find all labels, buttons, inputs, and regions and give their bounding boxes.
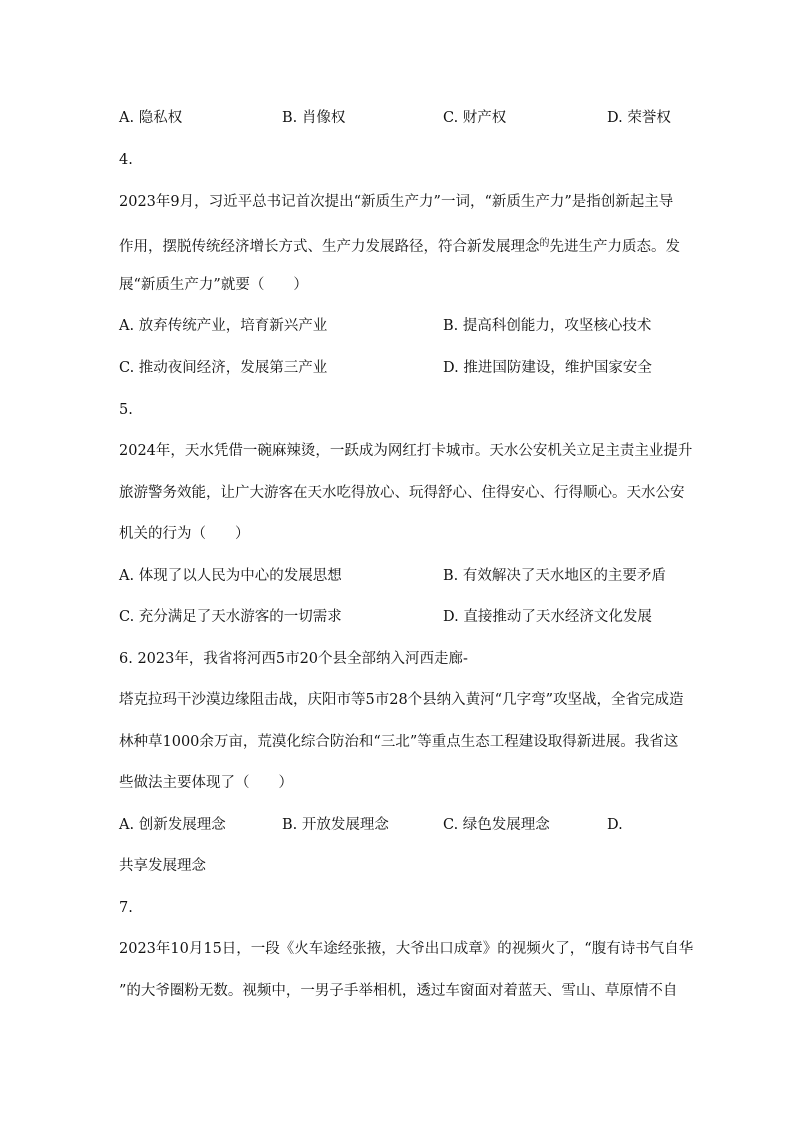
q4-superscript-char: 的 <box>539 238 550 249</box>
q5-option-a: A. 体现了以人民为中心的发展思想 <box>119 568 342 584</box>
q7-number: 7. <box>119 900 133 916</box>
q4-stem-line-1: 2023年9月，习近平总书记首次提出“新质生产力”一词，“新质生产力”是指创新起主导 <box>119 194 674 210</box>
q3-option-c: C. 财产权 <box>443 110 507 126</box>
q6-option-b: B. 开放发展理念 <box>282 817 389 833</box>
q3-option-d: D. 荣誉权 <box>607 110 671 126</box>
q6-option-a: A. 创新发展理念 <box>119 817 226 833</box>
q6-option-c: C. 绿色发展理念 <box>443 817 550 833</box>
q6-stem-line-1: 6. 2023年，我省将河西5市20个县全部纳入河西走廊- <box>119 651 468 667</box>
q4-option-c: C. 推动夜间经济，发展第三产业 <box>119 360 328 376</box>
q5-stem-line-1: 2024年，天水凭借一碗麻辣烫，一跃成为网红打卡城市。天水公安机关立足主责主业提升 <box>119 443 693 459</box>
q6-stem-line-2: 塔克拉玛干沙漠边缘阻击战，庆阳市等5市28个县纳入黄河“几字弯”攻坚战，全省完成造 <box>119 692 684 708</box>
q7-stem-line-1: 2023年10月15日，一段《火车途经张掖，大爷出口成章》的视频火了，“腹有诗书气自华 <box>119 941 694 957</box>
q5-stem-line-3: 机关的行为（ ） <box>119 526 250 542</box>
q5-option-d: D. 直接推动了天水经济文化发展 <box>443 609 652 625</box>
q4-stem-line-3: 展“新质生产力”就要（ ） <box>119 277 308 293</box>
q4-option-a: A. 放弃传统产业，培育新兴产业 <box>119 318 328 334</box>
q5-stem-line-2: 旅游警务效能，让广大游客在天水吃得放心、玩得舒心、住得安心、行得顺心。天水公安 <box>119 485 685 501</box>
q4-option-b: B. 提高科创能力，攻坚核心技术 <box>443 318 652 334</box>
q6-stem-line-3: 林种草1000余万亩，荒漠化综合防治和“三北”等重点生态工程建设取得新进展。我省这 <box>119 734 679 750</box>
q3-option-b: B. 肖像权 <box>282 110 346 126</box>
q3-option-a: A. 隐私权 <box>119 110 183 126</box>
q4-option-d: D. 推进国防建设，维护国家安全 <box>443 360 652 376</box>
q7-stem-line-2: ”的大爷圈粉无数。视频中，一男子手举相机，透过车窗面对着蓝天、雪山、草原情不自 <box>119 983 678 999</box>
q4-stem-line-2b: 先进生产力质态。发 <box>549 239 680 255</box>
q4-number: 4. <box>119 152 133 168</box>
q5-option-b: B. 有效解决了天水地区的主要矛盾 <box>443 568 666 584</box>
q6-option-d-label: D. <box>607 817 623 833</box>
q5-option-c: C. 充分满足了天水游客的一切需求 <box>119 609 342 625</box>
q6-stem-line-4: 些做法主要体现了（ ） <box>119 775 293 791</box>
q6-option-d-text: 共享发展理念 <box>119 858 206 874</box>
q4-stem-line-2a: 作用，摆脱传统经济增长方式、生产力发展路径，符合新发展理念 <box>119 239 540 255</box>
q4-stem-line-2 <box>119 234 679 257</box>
q5-number: 5. <box>119 402 133 418</box>
